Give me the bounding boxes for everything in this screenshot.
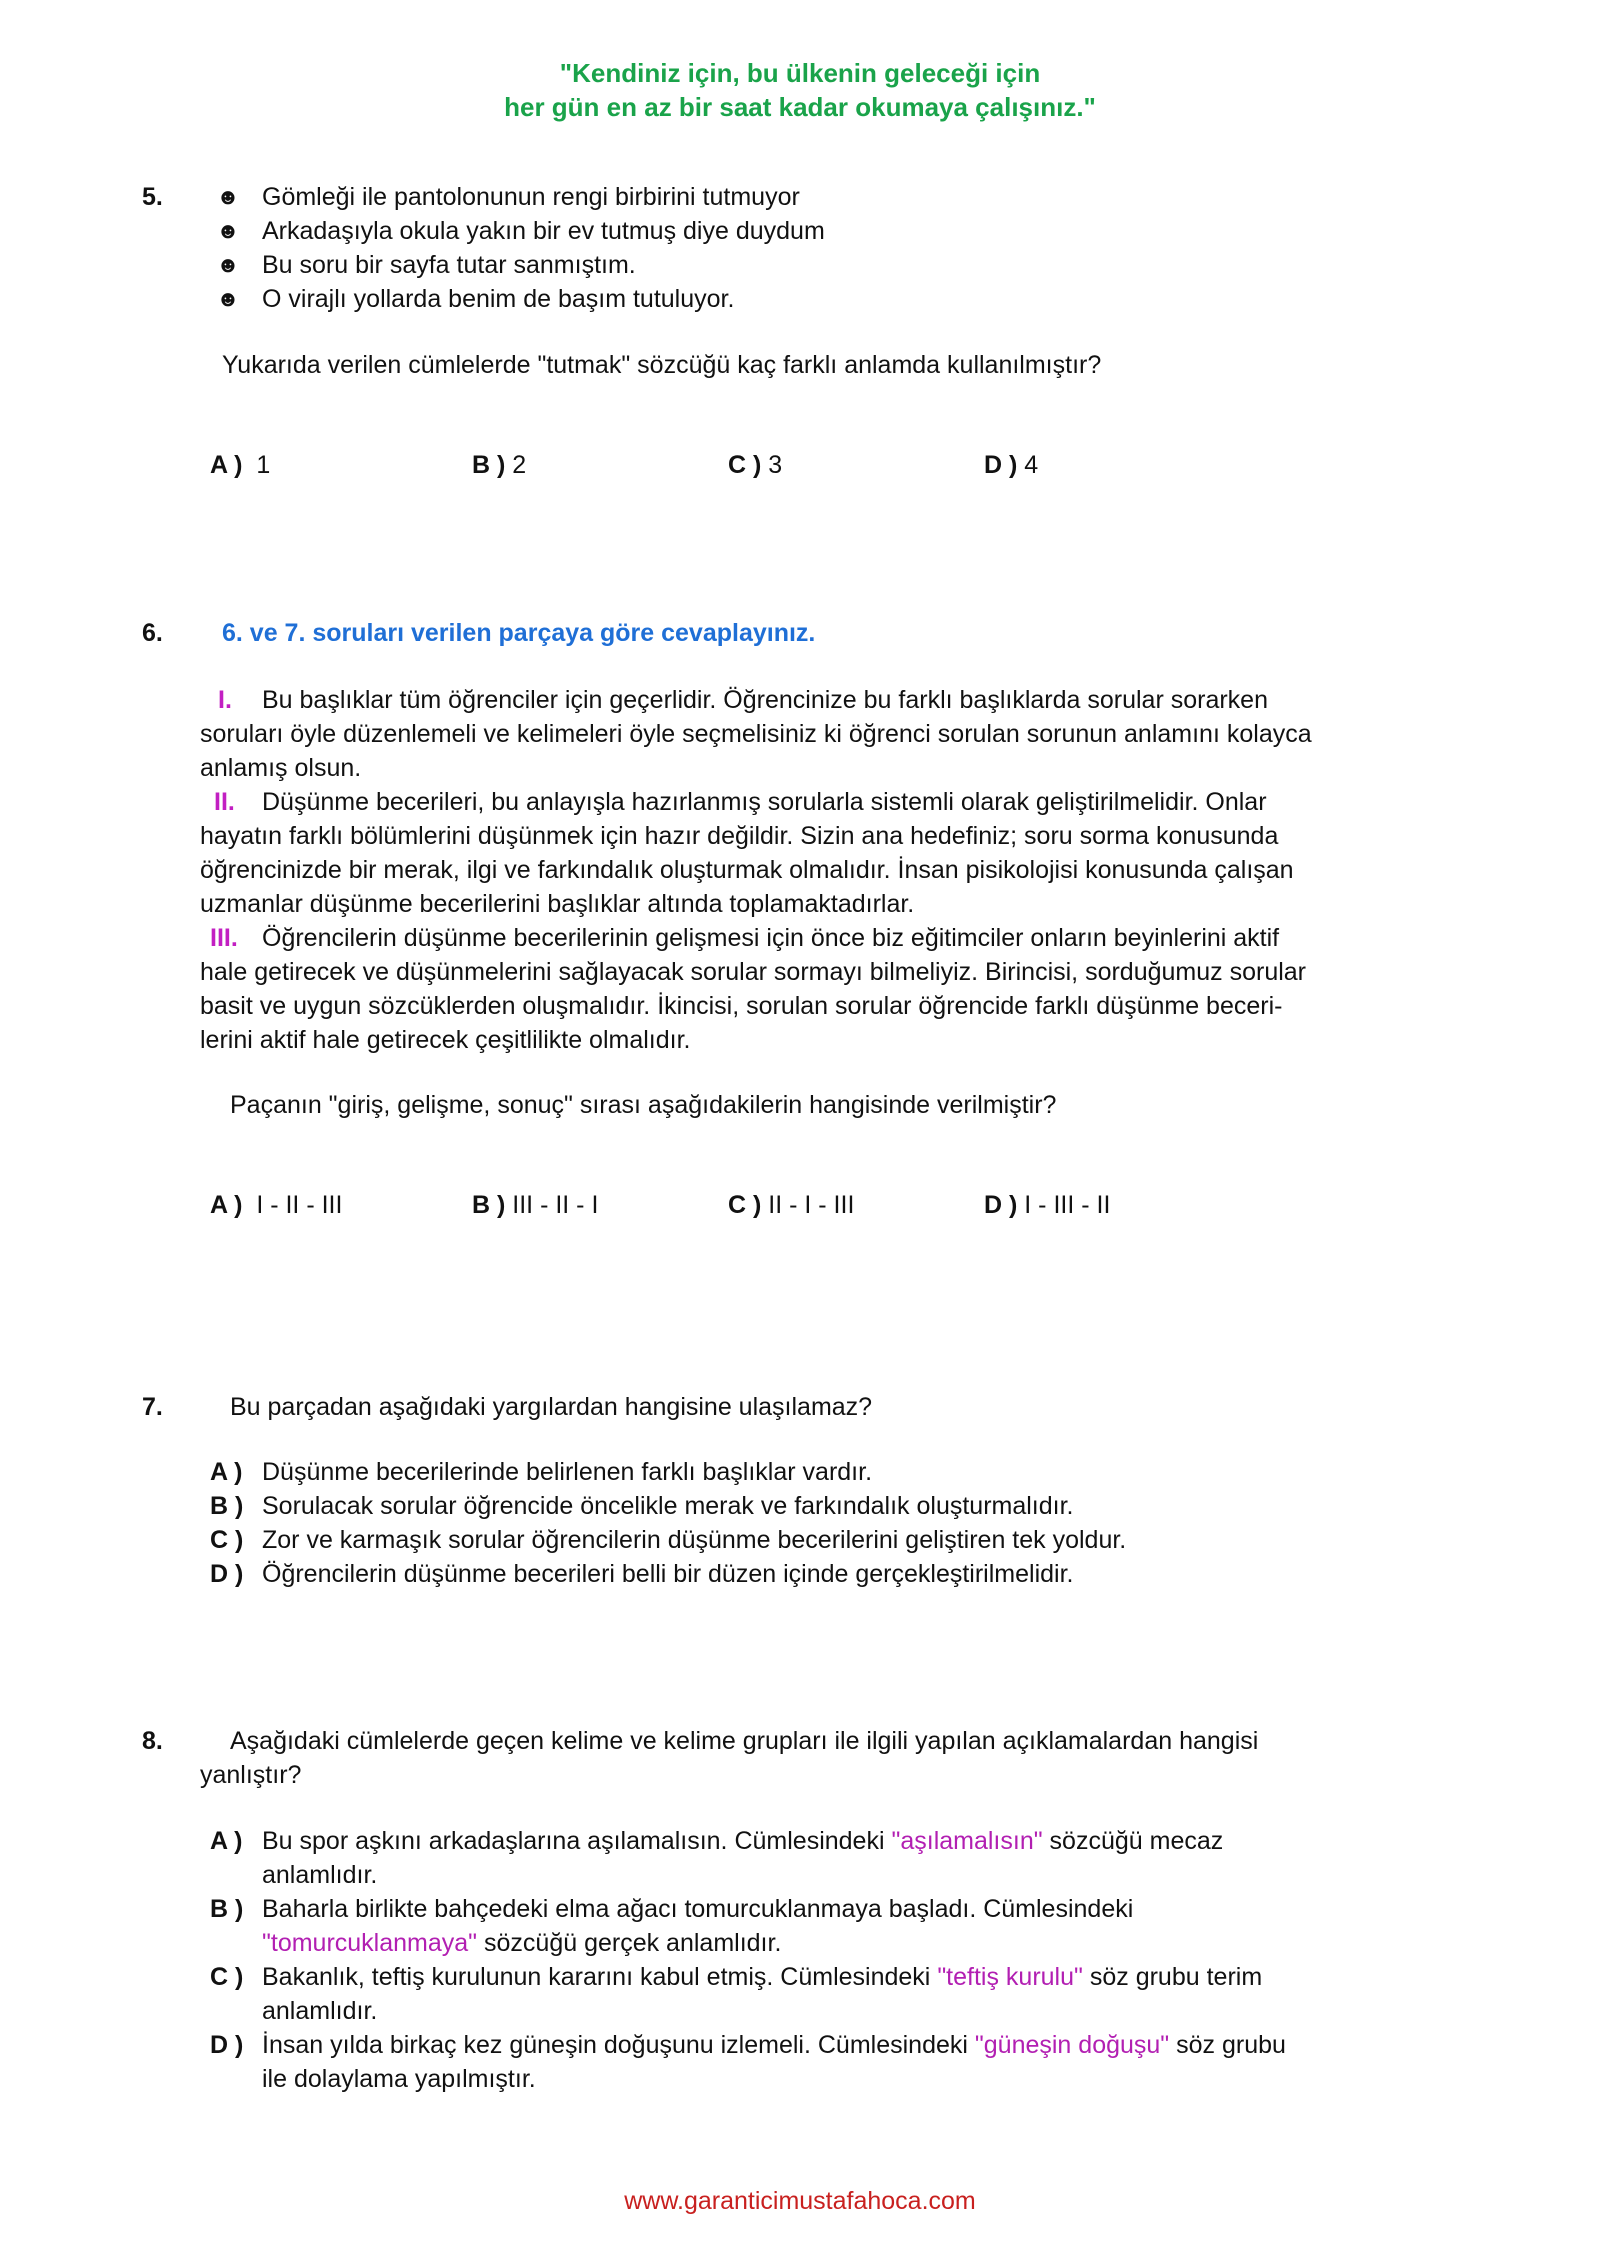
option-line[interactable]: anlamlıdır. <box>262 1861 378 1889</box>
option-line[interactable]: "tomurcuklanmaya" sözcüğü gerçek anlamlıdır. <box>262 1929 782 1957</box>
passage-line: lerini aktif hale getirecek çeşitlilikte olmalıdır. <box>200 1026 691 1054</box>
option-text: 3 <box>768 451 783 479</box>
passage-line: öğrencinizde bir merak, ilgi ve farkındalık oluşturmak olmalıdır. İnsan pisikolojisi konusunda çalışan <box>200 856 1294 884</box>
paragraph-marker: II. <box>214 788 235 816</box>
option-letter: B ) <box>472 451 506 479</box>
option-text[interactable]: Düşünme becerilerinde belirlenen farklı başlıklar vardır. <box>262 1458 873 1486</box>
question-number: 8. <box>142 1727 163 1755</box>
option-d[interactable] <box>984 1188 1110 1222</box>
option-a[interactable] <box>210 448 270 482</box>
passage-line: hayatın farklı bölümlerini düşünmek için hazır değildir. Sizin ana hedefiniz; soru sorma konusunda <box>200 822 1279 850</box>
highlighted-term: "tomurcuklanmaya" <box>262 1929 478 1957</box>
smiley-bullet-icon: ☻ <box>216 218 240 243</box>
question-number: 5. <box>142 183 163 211</box>
option-letter[interactable]: C ) <box>210 1963 244 1991</box>
option-line[interactable]: Bu spor aşkını arkadaşlarına aşılamalısın. Cümlesindeki "aşılamalısın" sözcüğü mecaz <box>262 1827 1224 1855</box>
option-letter[interactable]: D ) <box>210 2031 244 2059</box>
option-text: 4 <box>1024 451 1039 479</box>
bullet-sentence: Bu soru bir sayfa tutar sanmıştım. <box>262 251 636 279</box>
question-stem: Aşağıdaki cümlelerde geçen kelime ve kelime grupları ile ilgili yapılan açıklamalardan hangisi <box>230 1727 1259 1755</box>
option-letter[interactable]: B ) <box>210 1492 244 1520</box>
option-d[interactable] <box>984 448 1038 482</box>
option-text: III - II - I <box>512 1191 599 1219</box>
option-text: I - II - III <box>256 1191 343 1219</box>
option-letter: D ) <box>984 1191 1018 1219</box>
option-b[interactable] <box>472 448 526 482</box>
bullet-sentence: Gömleği ile pantolonunun rengi birbirini tutmuyor <box>262 183 800 211</box>
option-letter[interactable]: A ) <box>210 1827 243 1855</box>
option-letter: C ) <box>728 451 762 479</box>
highlighted-term: "teftiş kurulu" <box>937 1963 1083 1991</box>
question-number: 6. <box>142 619 163 647</box>
passage-line: basit ve uygun sözcüklerden oluşmalıdır. İkincisi, sorulan sorular öğrencide farklı düşünme beceri- <box>200 992 1283 1020</box>
option-line[interactable]: anlamlıdır. <box>262 1997 378 2025</box>
passage-line: uzmanlar düşünme becerilerini başlıklar altında toplamaktadırlar. <box>200 890 915 918</box>
motto-line-2: her gün en az bir saat kadar okumaya çalışınız." <box>504 92 1096 122</box>
bullet-sentence: O virajlı yollarda benim de başım tutuluyor. <box>262 285 735 313</box>
smiley-bullet-icon: ☻ <box>216 252 240 277</box>
question-stem: Yukarıda verilen cümlelerde "tutmak" sözcüğü kaç farklı anlamda kullanılmıştır? <box>222 351 1102 379</box>
option-letter: A ) <box>210 451 243 479</box>
option-text[interactable]: Zor ve karmaşık sorular öğrencilerin düşünme becerilerini geliştiren tek yoldur. <box>262 1526 1127 1554</box>
option-text: 1 <box>256 451 271 479</box>
option-line[interactable]: Bakanlık, teftiş kurulunun kararını kabul etmiş. Cümlesindeki "teftiş kurulu" söz grubu terim <box>262 1963 1263 1991</box>
option-letter: C ) <box>728 1191 762 1219</box>
option-b[interactable] <box>472 1188 598 1222</box>
motto-line-1: "Kendiniz için, bu ülkenin geleceği için <box>559 58 1041 88</box>
bullet-sentence: Arkadaşıyla okula yakın bir ev tutmuş diye duydum <box>262 217 825 245</box>
option-text: 2 <box>512 451 527 479</box>
option-text: I - III - II <box>1024 1191 1111 1219</box>
option-text[interactable]: Sorulacak sorular öğrencide öncelikle merak ve farkındalık oluşturmalıdır. <box>262 1492 1074 1520</box>
option-line[interactable]: Baharla birlikte bahçedeki elma ağacı tomurcuklanmaya başladı. Cümlesindeki <box>262 1895 1134 1923</box>
option-letter: D ) <box>984 451 1018 479</box>
passage-line: Düşünme becerileri, bu anlayışla hazırlanmış sorularla sistemli olarak geliştirilmelidir. Onlar <box>262 788 1267 816</box>
option-letter: A ) <box>210 1191 243 1219</box>
option-letter[interactable]: B ) <box>210 1895 244 1923</box>
highlighted-term: "güneşin doğuşu" <box>974 2031 1170 2059</box>
option-letter[interactable]: D ) <box>210 1560 244 1588</box>
paragraph-marker: I. <box>218 686 232 714</box>
smiley-bullet-icon: ☻ <box>216 184 240 209</box>
option-letter[interactable]: C ) <box>210 1526 244 1554</box>
question-stem-cont: yanlıştır? <box>200 1761 302 1789</box>
passage-line: Öğrencilerin düşünme becerilerinin gelişmesi için önce biz eğitimciler onların beyinlerini aktif <box>262 924 1280 952</box>
paragraph-marker: III. <box>210 924 238 952</box>
question-number: 7. <box>142 1393 163 1421</box>
option-line[interactable]: İnsan yılda birkaç kez güneşin doğuşunu izlemeli. Cümlesindeki "güneşin doğuşu" söz grubu <box>262 2031 1286 2059</box>
question-stem: Bu parçadan aşağıdaki yargılardan hangisine ulaşılamaz? <box>230 1393 873 1421</box>
option-letter[interactable]: A ) <box>210 1458 243 1486</box>
option-letter: B ) <box>472 1191 506 1219</box>
passage-line: Bu başlıklar tüm öğrenciler için geçerlidir. Öğrencinize bu farklı başlıklarda sorular sorarken <box>262 686 1268 714</box>
footer-url[interactable]: www.garanticimustafahoca.com <box>624 2187 976 2215</box>
passage-line: soruları öyle düzenlemeli ve kelimeleri öyle seçmelisiniz ki öğrenci sorulan sorunun anlamını kolayca <box>200 720 1312 748</box>
option-line[interactable]: ile dolaylama yapılmıştır. <box>262 2065 536 2093</box>
smiley-bullet-icon: ☻ <box>216 286 240 311</box>
option-text[interactable]: Öğrencilerin düşünme becerileri belli bir düzen içinde gerçekleştirilmelidir. <box>262 1560 1074 1588</box>
option-c[interactable] <box>728 1188 854 1222</box>
option-c[interactable] <box>728 448 782 482</box>
passage-line: hale getirecek ve düşünmelerini sağlayacak sorular sormayı bilmeliyiz. Birincisi, sorduğumuz sorular <box>200 958 1307 986</box>
passage-line: anlamış olsun. <box>200 754 362 782</box>
section-instruction: 6. ve 7. soruları verilen parçaya göre cevaplayınız. <box>222 619 816 647</box>
option-a[interactable] <box>210 1188 342 1222</box>
option-text: II - I - III <box>768 1191 855 1219</box>
question-stem: Paçanın "giriş, gelişme, sonuç" sırası aşağıdakilerin hangisinde verilmiştir? <box>230 1091 1057 1119</box>
highlighted-term: "aşılamalısın" <box>891 1827 1043 1855</box>
